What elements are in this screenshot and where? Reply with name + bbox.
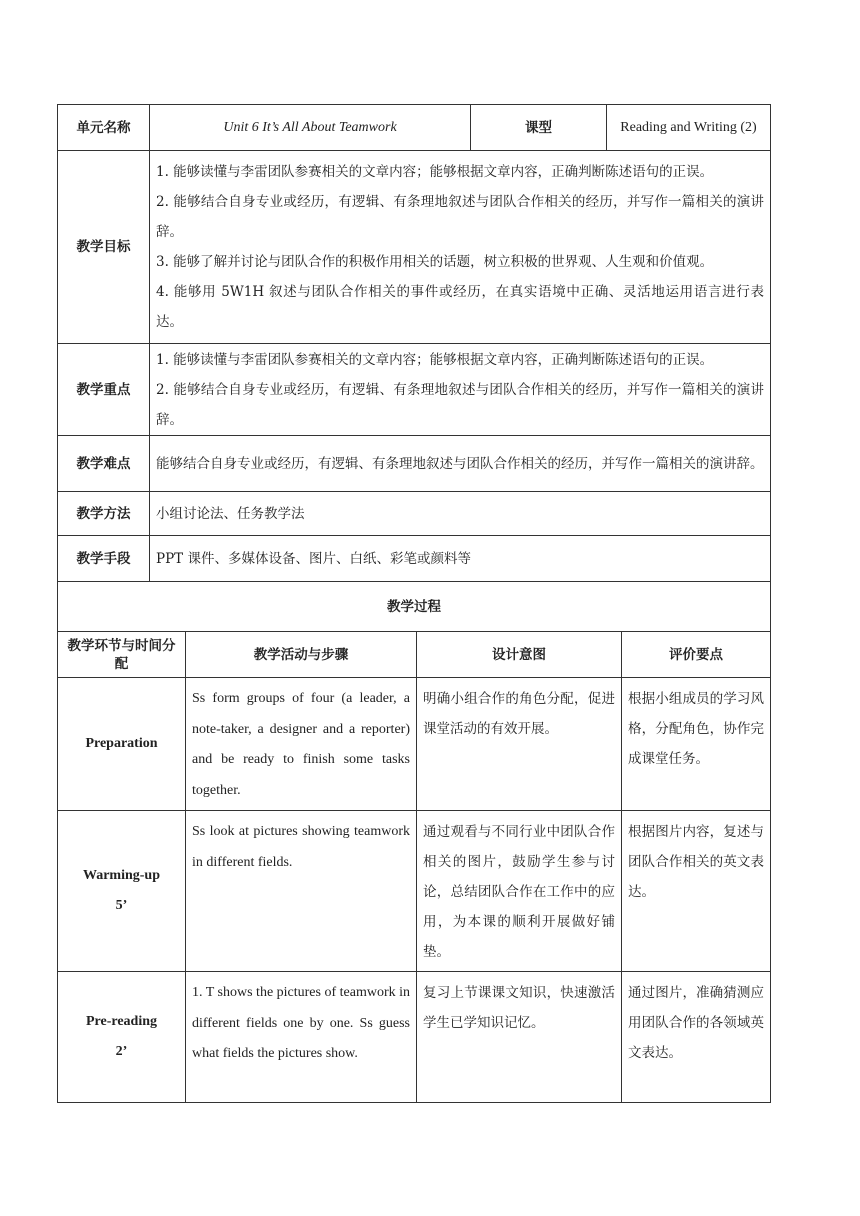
evaluation-cell: 根据小组成员的学习风格，分配角色，协作完成课堂任务。 <box>622 678 771 811</box>
objective-item: 2. 能够结合自身专业或经历，有逻辑、有条理地叙述与团队合作相关的经历，并写作一篇相关的演讲辞。 <box>156 194 764 240</box>
stage-name: Preparation <box>85 736 158 751</box>
process-title-row <box>58 582 771 632</box>
activity-cell: Ss look at pictures showing teamwork in different fields. <box>186 811 417 972</box>
objective-item: 1. 能够读懂与李雷团队参赛相关的文章内容；能够根据文章内容，正确判断陈述语句的正误。 <box>156 164 714 180</box>
means-row <box>58 536 771 582</box>
process-table <box>57 581 771 1103</box>
lesson-plan <box>57 104 770 1103</box>
difficulties-text: 能够结合自身专业或经历，有逻辑、有条理地叙述与团队合作相关的经历，并写作一篇相关的演讲辞。 <box>150 436 771 492</box>
means-text: PPT 课件、多媒体设备、图片、白纸、彩笔或颜料等 <box>150 536 771 582</box>
stage-name: Warming-up <box>82 868 160 883</box>
objectives-row <box>58 151 771 344</box>
type-value: Reading and Writing (2) <box>607 105 771 151</box>
stage-cell <box>58 972 186 1103</box>
key-point-item: 2. 能够结合自身专业或经历，有逻辑、有条理地叙述与团队合作相关的经历，并写作一篇相关的演讲辞。 <box>156 381 764 428</box>
process-row-pre-reading <box>58 972 771 1103</box>
key-points-row <box>58 344 771 436</box>
col-header-intent: 设计意图 <box>417 632 622 678</box>
unit-row <box>58 105 771 151</box>
key-points-label: 教学重点 <box>58 344 150 436</box>
stage-name: Pre-reading <box>85 1014 158 1029</box>
process-row-preparation <box>58 678 771 811</box>
process-header-row <box>58 632 771 678</box>
stage-cell <box>58 811 186 972</box>
stage-cell <box>58 678 186 811</box>
intent-cell: 明确小组合作的角色分配，促进课堂活动的有效开展。 <box>417 678 622 811</box>
methods-row <box>58 492 771 536</box>
process-row-warming-up <box>58 811 771 972</box>
key-point-item: 1. 能够读懂与李雷团队参赛相关的文章内容；能够根据文章内容，正确判断陈述语句的正误。 <box>156 351 714 368</box>
activity-cell: 1. T shows the pictures of teamwork in different fields one by one. Ss guess what fields the pictures show. <box>186 972 417 1103</box>
means-label: 教学手段 <box>58 536 150 582</box>
col-header-evaluation: 评价要点 <box>622 632 771 678</box>
activity-cell: Ss form groups of four (a leader, a note-taker, a designer and a reporter) and be ready to finish some tasks together. <box>186 678 417 811</box>
key-points-list <box>150 344 771 436</box>
objective-item: 4. 能够用 5W1H 叙述与团队合作相关的事件或经历，在真实语境中正确、灵活地运用语言进行表达。 <box>156 284 764 330</box>
intent-cell: 复习上节课课文知识，快速激活学生已学知识记忆。 <box>417 972 622 1103</box>
objectives-label: 教学目标 <box>58 151 150 344</box>
evaluation-cell: 通过图片，准确猜测应用团队合作的各领域英文表达。 <box>622 972 771 1103</box>
difficulties-label: 教学难点 <box>58 436 150 492</box>
intent-cell: 通过观看与不同行业中团队合作相关的图片，鼓励学生参与讨论，总结团队合作在工作中的应用，为本课的顺利开展做好铺垫。 <box>417 811 622 972</box>
type-label: 课型 <box>471 105 607 151</box>
methods-label: 教学方法 <box>58 492 150 536</box>
stage-time: 2’ <box>115 1044 128 1059</box>
unit-label: 单元名称 <box>58 105 150 151</box>
process-title: 教学过程 <box>58 582 771 632</box>
unit-value: Unit 6 It’s All About Teamwork <box>150 105 471 151</box>
col-header-stage: 教学环节与时间分配 <box>58 632 186 678</box>
objective-item: 3. 能够了解并讨论与团队合作的积极作用相关的话题，树立积极的世界观、人生观和价值观。 <box>156 254 714 270</box>
info-table <box>57 104 771 582</box>
evaluation-cell: 根据图片内容，复述与团队合作相关的英文表达。 <box>622 811 771 972</box>
stage-time: 5’ <box>115 898 128 913</box>
difficulties-row <box>58 436 771 492</box>
methods-text: 小组讨论法、任务教学法 <box>150 492 771 536</box>
col-header-activity: 教学活动与步骤 <box>186 632 417 678</box>
objectives-list <box>150 151 771 344</box>
